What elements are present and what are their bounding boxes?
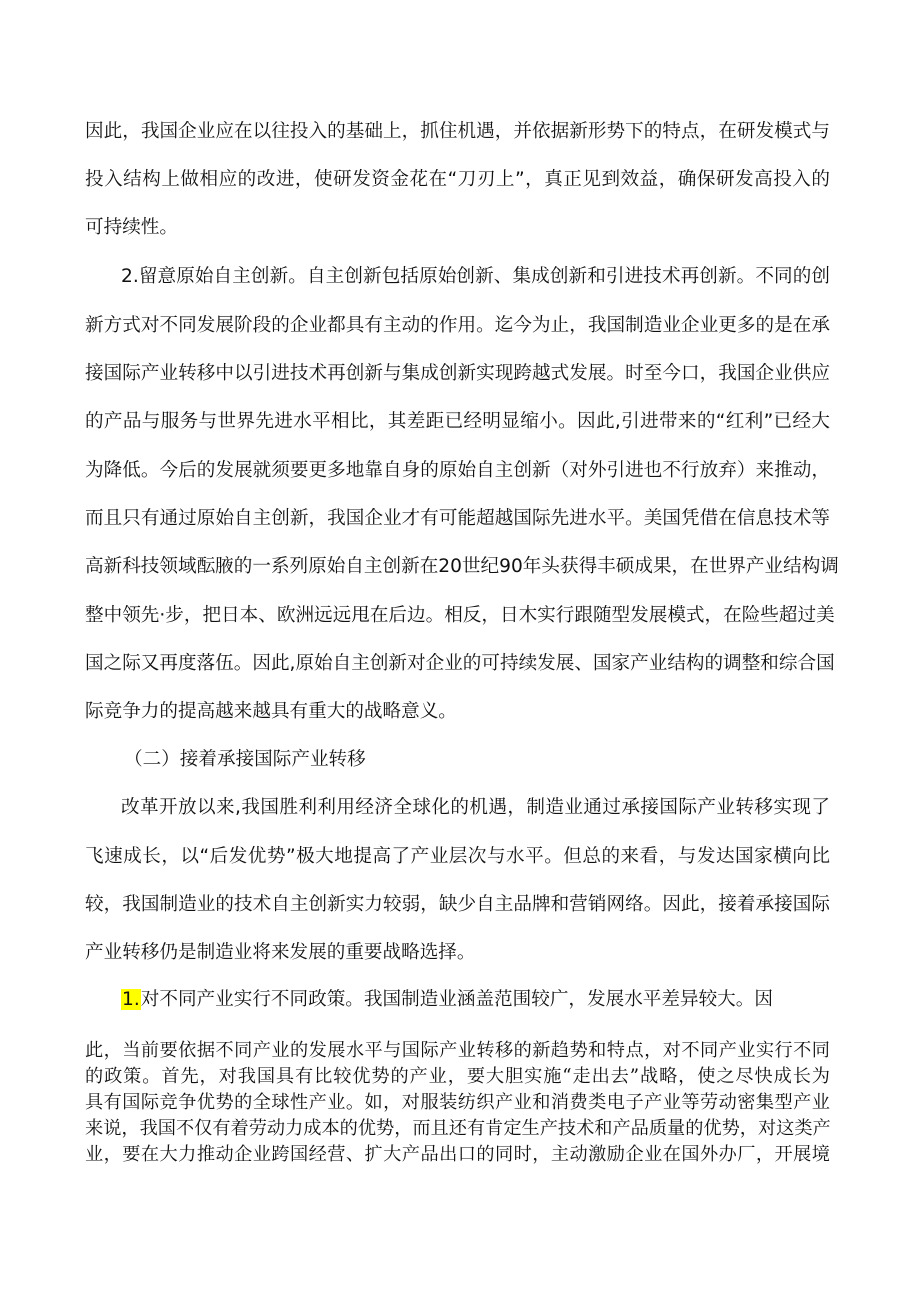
paragraph-line: 际竞争力的提高越来越具有重大的战略意义。 [85,701,457,722]
paragraph-line: 较，我国制造业的技术自主创新实力较弱，缺少自主品牌和营销网络。因此，接着承接国际 [85,894,830,915]
paragraph-line: 新方式对不同发展阶段的企业都具有主动的作用。迄今为止，我国制造业企业更多的是在承 [85,315,830,336]
paragraph-line: 改革开放以来,我国胜利利用经济全球化的机遇，制造业通过承接国际产业转移实现了 [121,797,830,818]
paragraph-line: 业，要在大力推动企业跨国经营、扩大产品出口的同时，主动激励企业在国外办厂，开展境 [85,1144,830,1165]
paragraph-line: 的政策。首先，对我国具有比较优势的产业，要大胆实施“走出去”战略，使之尽快成长为 [85,1066,830,1087]
paragraph-line: 此，当前要依据不同产业的发展水平与国际产业转移的新趋势和特点，对不同产业实行不同 [85,1040,830,1061]
section-heading: （二）接着承接国际产业转移 [124,749,366,770]
paragraph-line: 国之际又再度落伍。因此,原始自主创新对企业的可持续发展、国家产业结构的调整和综合国 [85,653,835,674]
paragraph-line: 因此，我国企业应在以往投入的基础上，抓住机遇，并依据新形势下的特点，在研发模式与 [85,121,830,142]
paragraph-line: 而且只有通过原始自主创新，我国企业才有可能超越国际先进水平。美国凭借在信息技术等 [85,508,830,529]
highlighted-paragraph-line [121,985,781,1015]
paragraph-line: 具有国际竞争优势的全球性产业。如，对服装纺织产业和消费类电子产业等劳动密集型产业 [85,1092,830,1113]
paragraph-line: 来说，我国不仅有着劳动力成本的优势，而且还有肯定生产技术和产品质量的优势，对这类产 [85,1118,831,1139]
paragraph-line: 可持续性。 [85,217,178,238]
paragraph-line: 2.留意原始自主创新。自主创新包括原始创新、集成创新和引进技术再创新。不同的创 [121,266,830,287]
paragraph-line: 产业转移仍是制造业将来发展的重要战略选择。 [85,942,476,963]
paragraph-text: 对不同产业实行不同政策。我国制造业涵盖范围较广，发展水平差异较大。因 [140,989,773,1010]
paragraph-line: 接国际产业转移中以引进技术再创新与集成创新实现跨越式发展。时至今口，我国企业供应 [85,363,830,384]
paragraph-line: 为降低。今后的发展就须要更多地靠自身的原始自主创新（对外引进也不行放弃）来推动， [85,460,830,481]
paragraph-line: 的产品与服务与世界先进水平相比，其差距已经明显缩小。因此,引进带来的“红利”已经大 [85,411,830,432]
paragraph-line: 飞速成长，以“后发优势”极大地提高了产业层次与水平。但总的来看，与发达国家横向比 [85,846,830,867]
highlight-marker: 1. [122,989,140,1010]
paragraph-line: 投入结构上做相应的改进，使研发资金花在“刀刃上”，真正见到效益，确保研发高投入的 [85,169,830,190]
paragraph-line: 高新科技领域酝腋的一系列原始自主创新在20世纪90年头获得丰硕成果，在世界产业结构调 [85,556,839,577]
paragraph-line: 整中领先·步，把日本、欧洲远远甩在后边。相反，日木实行跟随型发展模式，在险些超过美 [85,605,835,626]
